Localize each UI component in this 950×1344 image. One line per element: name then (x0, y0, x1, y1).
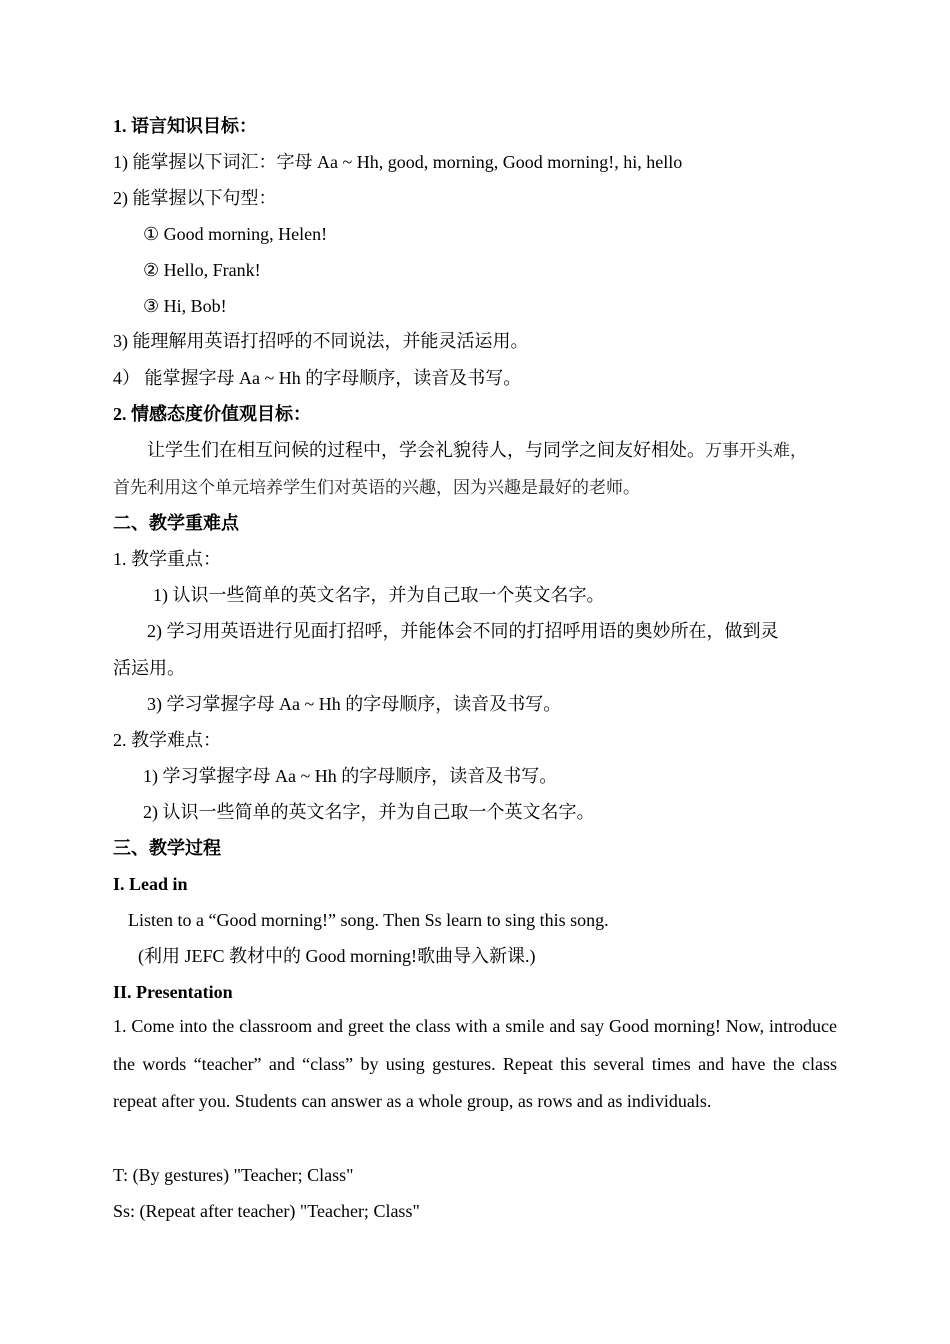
sentence-pattern-1: ① Good morning, Helen! (143, 224, 328, 244)
key-point-2-line-1: 2) 学习用英语进行见面打招呼，并能体会不同的打招呼用语的奥妙所在，做到灵 (147, 621, 779, 641)
affective-goals-text: 让学生们在相互问候的过程中，学会礼貌待人，与同学之间友好相处。 (147, 440, 705, 460)
key-point-2-line-2: 活运用。 (113, 658, 185, 678)
lead-in-text: Listen to a “Good morning!” song. Then Ss learn to sing this song. (128, 910, 609, 930)
sentence-pattern-goal: 2) 能掌握以下句型： (113, 188, 277, 208)
key-point-1: 1) 认识一些简单的英文名字，并为自己取一个英文名字。 (153, 585, 605, 605)
vocabulary-goal: 1) 能掌握以下词汇：字母 Aa ~ Hh, good, morning, Good morning!, hi, hello (113, 152, 683, 172)
affective-goals-line-2: 首先利用这个单元培养学生们对英语的兴趣，因为兴趣是最好的老师。 (113, 478, 640, 498)
sentence-pattern-2: ② Hello, Frank! (143, 260, 261, 280)
difficult-points-heading: 2. 教学难点： (113, 730, 221, 750)
key-points-heading: 1. 教学重点： (113, 549, 221, 569)
difficult-point-2: 2) 认识一些简单的英文名字，并为自己取一个英文名字。 (143, 802, 595, 822)
presentation-heading: II. Presentation (113, 982, 233, 1002)
greeting-usage-goal: 3) 能理解用英语打招呼的不同说法，并能灵活运用。 (113, 331, 529, 351)
dialog-teacher-line: T: (By gestures) "Teacher; Class" (113, 1165, 354, 1185)
lead-in-note: (利用 JEFC 教材中的 Good morning!歌曲导入新课.) (138, 946, 536, 966)
lead-in-heading: I. Lead in (113, 874, 188, 894)
affective-goals-line-1 (147, 432, 837, 468)
presentation-paragraph: 1. Come into the classroom and greet the class with a smile and say Good morning! Now, introduce the words “teacher” and “class” by using gestures. Repeat this several times and have the class repeat after you. Students can answer as a whole group, as rows and as individuals. (113, 1016, 837, 1111)
affective-goals-text-serif: 万事开头难， (705, 441, 807, 461)
letter-order-goal: 4） 能掌握字母 Aa ~ Hh 的字母顺序，读音及书写。 (113, 368, 522, 388)
teaching-process-heading: 三、教学过程 (113, 838, 221, 858)
difficult-point-1: 1) 学习掌握字母 Aa ~ Hh 的字母顺序，读音及书写。 (143, 766, 558, 786)
key-point-3: 3) 学习掌握字母 Aa ~ Hh 的字母顺序，读音及书写。 (147, 694, 562, 714)
sentence-pattern-3: ③ Hi, Bob! (143, 296, 227, 316)
dialog-students-line: Ss: (Repeat after teacher) "Teacher; Class" (113, 1201, 420, 1221)
affective-goals-heading: 2. 情感态度价值观目标： (113, 404, 311, 424)
language-goals-heading: 1. 语言知识目标： (113, 116, 257, 136)
key-difficult-points-heading: 二、教学重难点 (113, 513, 239, 533)
